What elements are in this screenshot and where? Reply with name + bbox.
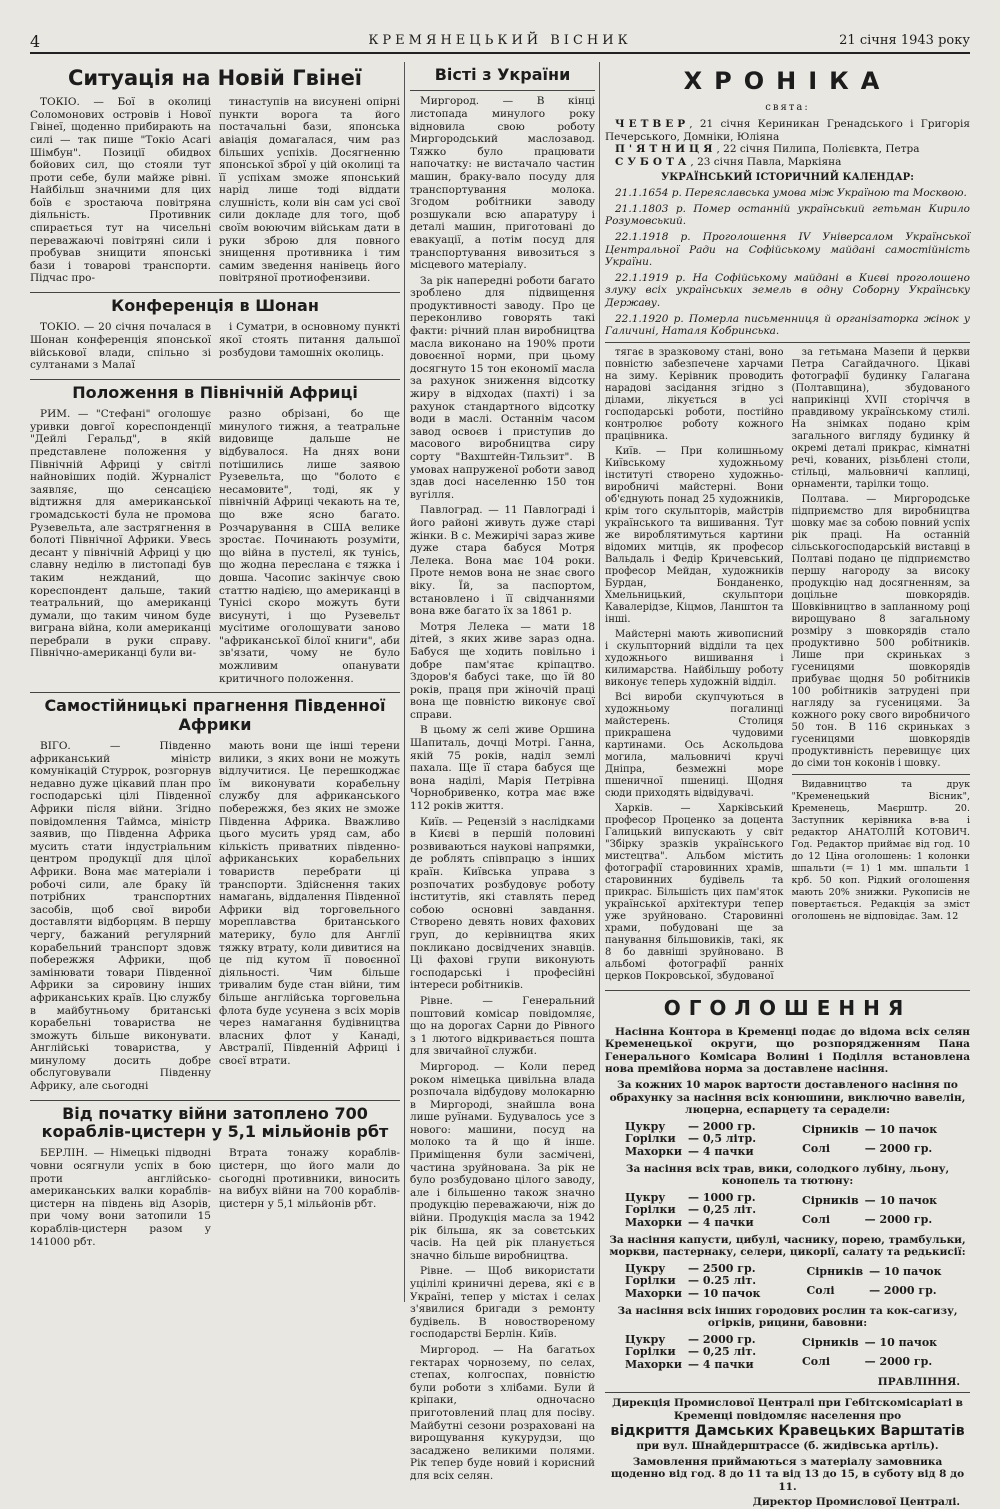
item: Сірників [806,1264,864,1278]
history-calendar [605,187,970,338]
price-table [806,1263,947,1301]
article-text: мають вони ще інші терени вилики, з яких вони не можуть відлучитися. Це перешкоджає їм виконувати корабельну службу для африканського побережжя, без яких не зможе Південна Африка. Вважливо цього мусить уряд сам, або кількість приватних південно-африканських корабельних товариств перебрати ці транспорти. Здійснення таких намагань, віддалення Південної Африки від торговельного мореплавства британського материку, було для Англії тяжку втрату, коли дивитися на це під кутом її повоєнної діяльності. Чим більше тривалим буде стан війни, тим більше англійська торговельна флота буде усунена з всіх морів через намагання будівництва власних флот у Канаді, Австралії, Південній Африці і своєї втрати. [219,740,400,1067]
price-table [802,1192,943,1230]
divider [605,990,970,991]
item: Горілки [625,1274,676,1288]
calendar-entry: 21.1.1654 р. Переяславська умова між Україною та Москвою. [615,187,967,200]
calendar-entry: 22.1.1918 р. Проголошення IV Універсалом Української Центральної Ради на Софійському майдані самостійність України. [605,230,970,269]
item: Солі [806,1283,835,1297]
item: Махорки [625,1216,682,1229]
item: Солі [802,1141,831,1155]
article-title: Самостійницькі прагнення Південної Африки [44,696,386,734]
calendar-title: УКРАЇНСЬКИЙ ІСТОРИЧНИЙ КАЛЕНДАР: [661,171,914,183]
divider [605,1392,970,1393]
article-text: разно обрізані, бо ще минулого тижня, а театральне видовище дальше не відбувалося. На днях вони потішились лише заявою Рузевельта, що "болото є несамовите", тоді, як у північній Африці чекають на те, що вже ясно багато. Розчарування в США велике зростає. Починають розуміти, що війна в пустелі, як тунісь, що жодна переслана є тяжка і довша. Часопис закінчує свою статтю надією, що американці в Тунісі скоро можуть бути висунуті, і що Рузевельт мусітиме оголошувати заново "африканської білої книги", аби зв'язати, чому не було можливим опанувати критичного положення. [219,408,400,685]
item: Цукру [625,1261,666,1275]
item: Цукру [625,1190,666,1204]
news-item: Харків. — Харківський професор Проценко за доцента Галицький випускають у світ "Збірку зразків українського мистецтва". Альбом містить фотографії старовинних храмів, старовинних будівель та прикрас. Більшість цих пам'яток української архітектури тепер уже зруйновано. Старовинні храми, побудовані ще за панування більшовиків, такі, як 8 бо давніші зруйновано. В альбомі фотографії ранніх церков Покровської, збудованої [605,802,784,982]
price-heading: За насіння всіх трав, вики, солодкого лубіну, льону, конопель та тютюну: [625,1162,950,1188]
divider [30,379,400,380]
calendar-entry: 21.1.1803 р. Помер останній український гетьман Кирило Розумовський. [605,202,970,228]
column-chronicle-ads [605,62,970,1509]
divider [792,774,971,775]
amount: — 10 пачок [688,1286,761,1300]
item: Солі [802,1354,831,1368]
item: Сірників [802,1122,859,1136]
news-item: Рівне. — Щоб використати уцілілі криничні дерева, які є в Україні, тепер у містах і селах з'явилися бригади з ремонту будівель. В новоствореному господарстві Берлін. Київ. [410,1265,595,1341]
amount: — 1000 гр. [688,1190,756,1204]
amount: — 2000 гр. [688,1119,756,1133]
holidays-label: свята: [765,101,810,113]
price-block [625,1121,970,1159]
issue-date: 21 січня 1943 року [839,33,970,48]
item: Цукру [625,1119,666,1133]
amount: — 0,25 літ. [688,1203,757,1217]
amount: — 4 пачки [688,1145,754,1159]
divider [30,1100,400,1101]
article-title: Ситуація на Новій Гвінеї [67,66,363,90]
item: Горілки [625,1132,676,1146]
day-name: СУБОТА [615,155,691,168]
article-body [30,408,400,688]
amount: — 2000 гр. [688,1332,756,1346]
column-divider [599,62,600,1302]
amount: — 10 пачок [869,1264,942,1278]
article-text: і Суматри, в основному пункті якої стоять питання дальшої розбудови тамошніх околиць. [219,321,400,359]
ad-intro: Насінна Контора в Кременці подає до відома всіх селян Кременецької округи, що розпорядженням Пана Генерального Комісара Волині і Поділля встановлена нова премійова норма за доставлене насіння. [605,1025,970,1076]
section-title: Вісті з України [434,65,571,84]
price-block [625,1263,970,1301]
price-table [625,1263,766,1301]
item: Сірників [802,1193,859,1207]
column-ukraine-news [410,62,595,1482]
news-item: Київ. — При колишньому Київському художньому інституті створено художньо-виробничі майстерні. Вони об'єднують понад 25 художників, крім того скульпторів, майстрів українського та вишивання. Тут же вироблятимуться картини відомих митців, як професор Вальдаль і Федір Кричевський, професор Мейдан, художників Бурдан, Бонданенко, Хмельницький, скульптори Кавалерідзе, Кіцмов, Ланштон та інші. [605,445,784,625]
item: Махорки [625,1357,682,1371]
ads-title: ОГОЛОШЕННЯ [663,995,912,1020]
news-item: В цьому ж селі живе Оршина Шапиталь, дочці Мотрі. Ганна, якій 75 років, наділ землі пахала. Ще її стара бабуся ще вона наділі, Марія Петрівна Чорнобривенко, котра має вже 112 років життя. [410,724,595,813]
amount: — 0,25 літ. [688,1345,757,1359]
divider [30,292,400,293]
column-divider [404,62,405,1302]
ad-headline: відкриття Дамських Кравецьких Варштатів [610,1423,965,1440]
price-heading: За насіння всіх інших городових рослин та кок-сагизу, огірків, рицини, бавовни: [617,1304,958,1330]
newspaper-title: КРЕМЯНЕЦЬКИЙ ВІСНИК [368,33,632,48]
calendar-entry: 22.1.1919 р. На Софійському майдані в Києві проголошено злуку всіх українських земель в одну Соборну Українську Державу. [605,271,970,309]
item: Горілки [625,1345,676,1359]
page-number: 4 [30,32,41,51]
news-item: Мотря Лелека — мати 18 дітей, з яких живе зараз одна. Бабуся ще ходить повільно і добре пам'ятає кріпацтво. Здоров'я бабусі таке, що їй 80 років, праця при жіночій праці вона ще повністю виконує свої справи. [410,620,595,721]
news-item: За рік напередні роботи багато зроблено для підвищення продуктивності заводу. Про це переконливо говорять такі факти: річний план виробництва масла виконано на 190% проти довоєнної норми, при цьому досягнуто 15 тон економії масла за рахунок зниження відсотку жиру в відходах (пахті) і за рахунок стандартного відсотку води в маслі. Останнім часом завод освоєв і приступив до масового виробництва сиру сорту "Вахштейн-Тильзит". В умовах напруженої роботи завод здав досі населенню 150 тон вугілля. [410,274,595,501]
article-body [30,740,400,1096]
news-item: Всі вироби скупчуються в художньому погалинці майстерень. Столиця прикрашена чудовими картинами. Ось Аскольдова могила, мальовничі кручі Дніпра, безмежні море пшеничної пшениці. Щодня сюди приходять відвідувачі. [605,691,784,799]
news-continued [605,347,970,986]
news-item: Миргород. — На багатьох гектарах чорнозему, по селах, степах, колгоспах, повністю були роботи з хлібами. Були й кріпаки, одночасно приготовлений плац для посіву. Майбутні сезони розраховані на вирощування кукурудзи, що засаджено великими полями. Рік тепер буде новий і корисний для всіх селян. [410,1343,595,1482]
item: Сірників [802,1335,859,1349]
news-item: Київ. — Рецензій з наслідками в Києві в першій половині розвиваються наукові напрямки, де роблять співпрацю з інших країн. Київська управа з розпочатих розбудовує роботу інститутів, які ставлять перед собою основні завдання. Створено девять нових фахових груп, до керівництва яких покликано досвідчених знавців. Ці фахові групи виконують господарські і професійні інтереси робітників. [410,815,595,992]
column-world-news [30,62,400,1312]
price-heading: За кожних 10 марок вартости доставленого насіння по обрахунку за насіння всіх конюшини, виключно вавелін, люцерна, еспарцету та серадели: [609,1079,966,1117]
article-body [30,1147,400,1251]
ad-text: Дирекція Промислової Централі при Гебітскомісаріаті в Кременці повідомляє населення про [612,1397,963,1422]
price-table [802,1334,943,1372]
amount: — 10 пачок [864,1193,938,1207]
price-block [625,1192,970,1230]
amount: — 10 пачок [864,1122,938,1136]
news-item: Миргород. — В кінці листопада минулого року відновила свою роботу Миргородський маслозавод. Тяжко було працювати напочатку: не вистачало частин машин, браку-вало посуду для транспортування молока. Згодом робітники заводу розшукали всю апаратуру і деталі машин, приготовані до евакуації, а потім посуд для транспортування вивозиться з місцевого матеріалу. [410,95,595,272]
holiday-day: ЧЕТВЕР, 21 січня Кериникан Гренадського і Григорія Печерського, Домніки, Юліяна [605,118,970,143]
article-text: тинаступів на висунені опірні пункти ворога та його постачальні бази, японська авіація домагалася, чим раз більших успіхів. Досягненню японської зброї у цій околиці та її успіхам зможе японський нарід лише тоді віддати слушність, коли він сам усі свої сили докладе для того, щоб своїм воюючим військам дати в руки зброю для повного знищення противника і тим самим зведення нанівець його повітряної протиофензиви. [219,96,400,285]
amount: — 4 пачки [688,1216,754,1229]
imprint: Видавництво та друк "Кременецький Вісник", Кременець, Маєрштр. 20. Заступник керівника в-ва і редактор АНАТОЛІЙ КОТОВИЧ. Год. Редактор приймає від год. 10 до 12 Ціна оголошень: 1 колонки шпальти (= 1) 1 мм. шпальти 1 крб. 50 коп. Рідкий оголошення мають 20% знижки. Рукописів не повертається. Редакція за зміст оголошень не відповідає. Зам. 12 [791,778,970,922]
article-text: РИМ. — "Стефані" оголошує уривки довгої кореспонденції "Дейлі Геральд", в якій представлене положення у Північній Африці у світлі найновіших подій. Журналіст заявляє, що сенсацією відтижня для американської громадськості була не промова Рузевельта, але застрягнення в болоті Північної Африки. Увесь десант у північній Африці у цю славну неділю в листопаді був таким нежданий, що кореспондент дальше, такий театральний, що американці думали, що таким чином буде виграна війна, коли американці перебрали в руки справу. Північно-американці були ви- [30,408,211,660]
holiday-day: СУБОТА, 23 січня Павла, Маркіяна [615,155,842,168]
article-text: Втрата тонажу кораблів-цистерн, що його мали до сьогодні противники, виносить на вибух війни на 700 кораблів-цистерн у 5,1 мільйонів рбт. [219,1147,400,1210]
price-table [802,1121,943,1159]
ad-text: при вул. Шнайдерштрассе (б. жидівська артіль). [636,1439,939,1452]
amount: — 10 пачок [864,1335,938,1349]
item: Солі [802,1212,831,1226]
article-text: ВІГО. — Південно африканський міністр комунікацій Стуррок, розгорнув недавно дуже цікавий план про господарські цілі Південної Африки після війни. Згідно повідомлення Таймса, міністр заявив, що Південна Африка мусить стати індустріальним центром продукції для цілої Африки. Вона має матеріали і робочі сили, але браку їй потрібних транспортних засобів, щоб свої вироби доставляти відборцям. В першу чергу, бажаний регулярний корабельний транспорт здовж побережжя Африки, щоб замінювати товари Південної Африки за сировину інших африканських країв. Цю службу в майбутньому британські корабельні товариства не зможуть більше виконувати. Англійські товариства, у минулому досить добре обслуговували Південну Африку, але сьогодні [30,740,211,1093]
amount: — 2000 гр. [864,1354,933,1368]
divider [30,692,400,693]
amount: — 2500 гр. [688,1261,756,1275]
news-item: Майстерні мають живописний і скульпторний відділи та цех художнього вишивання і килимарства. Найбільшу роботу виконує теперь художній відділ. [605,628,784,688]
price-heading: За насіння капусти, цибулі, часнику, порею, трамбульки, моркви, пастернаку, селери, цикорії, салату та редькисії: [609,1233,966,1259]
masthead [30,30,970,54]
price-table [625,1121,762,1159]
chronicle-title: ХРОНІКА [683,67,892,95]
amount: — 2000 гр. [864,1212,933,1226]
item: Махорки [625,1286,682,1300]
amount: — 2000 гр. [864,1141,933,1155]
ad-signature: Директор Промислової Централі. [752,1496,960,1509]
price-block [625,1334,970,1372]
news-item: Миргород. — Коли перед роком німецька цивільна влада розпочала відбудову молокарню в Миргороді, знайшла вона лише руїнами. Будувалось усе з нового: машини, посуд на молоко та й що й інше. Приміщення були засмічені, частина зруйнована. За рік не було розбудовано цілого заводу, але і більшенно також значно продукцію переважаючи, ніж до війни. Продукція масла за 1942 рік більша, як за совєтських часів. На цей рік планується значно більше виробництва. [410,1060,595,1262]
amount: — 0.25 літ. [688,1274,757,1288]
news-item: Полтава. — Миргородське підприємство для виробництва шовку має за собою повний успіх рік праці. На останній сільськогосподарській виставці в Полтаві подано це підприємство першу нагороду за високу продукцію над досягненням, за доцільне шовкорядів. Шовківництво в запланному році вирощувано 8 загальному розміру з шовкорядів стало продуктивно 500 робітників. Лише при скриньках з гусеницями шовкорядів прибуває щодня 50 робітників 100 робітників затрудені при нагляду за гусеницями. За кожного року свого виробничого 50 тон. В 116 скриньках з гусеницями шовкорядів продуктивність перевищує цих до сіми тон коконів і шовку. [791,493,970,769]
item: Махорки [625,1145,682,1159]
divider [605,342,970,343]
news-item: за гетьмана Мазепи й церкви Петра Сагайдачного. Цікаві фотографії будинку Галагана (Полтавщина), збудованого наприкінці XVII сторіччя в правдивому українському стилі. На знімках подано крім загального вигляду будинку й окремі деталі прикрас, кімнатні речі, кованих, різьблені столи, стільці, мальовничі каплиці, орнаменти, тарілки тощо. [791,346,970,490]
news-item: Рівне. — Генеральний поштовий комісар повідомляє, що на дорогах Сарни до Рівного з 1 лютого відкривається пошта для звичайної служби. [410,994,595,1058]
day-text: 22 січня Пилипа, Полієвкта, Петра [723,143,920,156]
article-title: Положення в Північній Африці [72,382,358,402]
day-name: П'ЯТНИЦЯ [615,143,717,156]
price-table [625,1334,762,1372]
amount: — 0,5 літр. [688,1132,757,1146]
news-item: тягає в зразковому стані, воно повністю забезпечене харчами на зиму. Керівник проводить нарадові засідання згідно з ділами, лікується в усі господарські роботи, постійно контролює роботу кожного працівника. [605,346,784,442]
amount: — 4 пачки [688,1357,754,1371]
article-text: ТОКІО. — 20 січня почалася в Шонан конференція японської військової влади, спільно зі султанами з Малаї [30,321,211,372]
divider [410,90,595,91]
article-body [30,321,400,374]
item: Горілки [625,1203,676,1217]
day-name: ЧЕТВЕР [615,118,690,131]
holiday-day: П'ЯТНИЦЯ, 22 січня Пилипа, Полієвкта, Петра [615,143,920,156]
item: Цукру [625,1332,666,1346]
amount: — 2000 гр. [869,1283,937,1297]
ad-text: Замовлення приймаються з матеріалу замовника щоденно від год. 8 до 11 та від 13 до 15, в суботу від 8 до 11. [610,1455,965,1493]
article-title: Конференція в Шонан [111,296,319,316]
article-body [30,96,400,288]
article-title: Від початку війни затоплено 700 кораблів-цистерн у 5,1 мільйонів рбт [41,1103,389,1142]
news-item: Павлоград. — 11 Павлограді і його районі живуть дуже старі жінки. В с. Межирічі зараз живе дуже стара бабуся Мотря Лелека. Вона має 104 роки. Проте немов вона не знає свого віку. Їй, за паспортом, встановлено і її свідчаннями вона вже багато їх за 1861 р. [410,504,595,618]
board-signature: ПРАВЛІННЯ. [877,1375,960,1388]
price-table [625,1192,762,1230]
calendar-entry: 22.1.1920 р. Померла письменниця й організаторка жінок у Галичині, Наталя Кобринська. [605,312,970,338]
article-text: БЕРЛІН. — Німецькі підводні човни осягнули успіх в бою проти англійсько-американських валки кораблів-цистерн на південь від Азорів, при чому вони затопили 15 кораблів-цистерн разом у 141000 рбт. [30,1147,211,1248]
day-text: 21 січня Кериникан Гренадського і Григорія Печерського, Домніки, Юліяна [605,118,970,143]
article-text: ТОКІО. — Бої в околиці Соломонових островів і Нової Гвінеї, щоденно прибирають на силі — так пише "Токіо Асагі Шімбун". Позиції обидвох бойових сил, що стояли тут проти себе, були майже рівні. Найбільш значними для цих боїв є зростаюча повітряна діяльність. Противник спирається тут на чисельні переважаючі повітряні сили і пробував знищити японські бази і товарові транспорти. Підчас про- [30,96,211,285]
day-text: 23 січня Павла, Маркіяна [697,155,842,168]
